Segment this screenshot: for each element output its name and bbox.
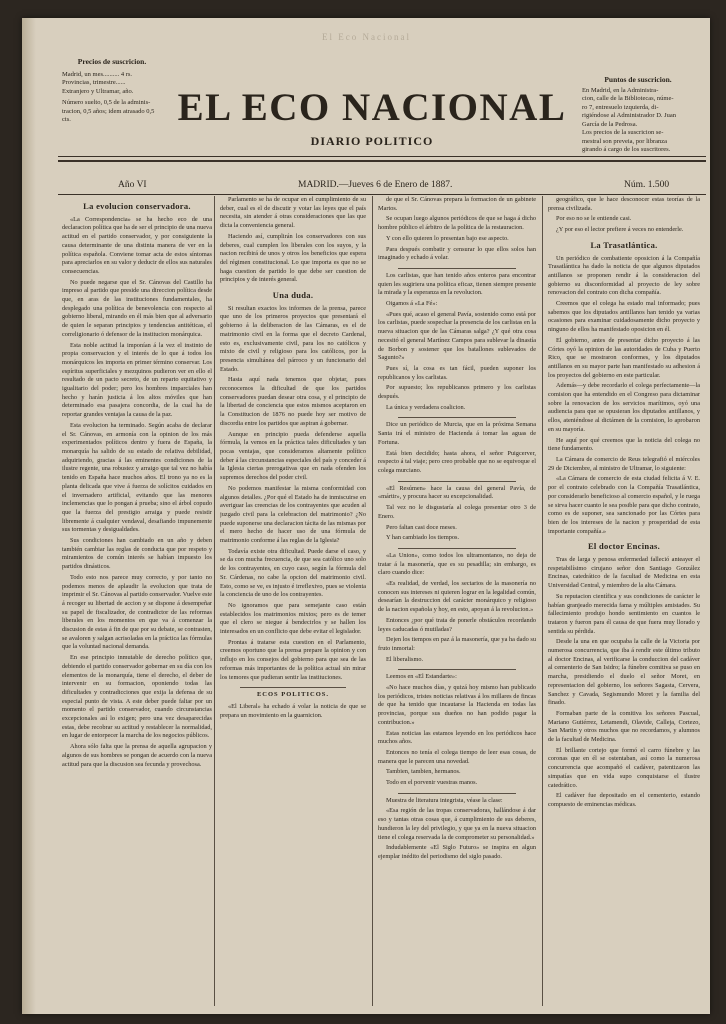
- article-paragraph: Dice un periódico de Murcia, que en la próxima Semana Santa irá el ministro de Hacienda á tomar las aguas de Fortuna.: [378, 421, 536, 446]
- article-paragraph: Dejen los tiempos en paz á la masonería, que ya ha dado su fruto inmortal:: [378, 636, 536, 652]
- article-paragraph: Muestra de literatura integrista, véase la clase:: [386, 796, 503, 804]
- article-paragraph: Por eso no se le entiende casi.: [556, 215, 632, 223]
- article-paragraph: Desde la una en que ocupaba la calle de la Victoria por numerosa concurrencia, que iba á rendir este último tributo al doctor Encinas, al verificarse la conduccion del cadáver al cementerio de San Isidro; la fúnebre comitiva se puso en marcha, presidiendo el duelo el señor Moret, en representacion del gobierno, los señores Sagasta, Cervera, Sanchez y Cavada, Segismundo Moret y la familia del finado.: [548, 638, 700, 707]
- column-divider: [372, 196, 373, 1006]
- article-heading: La Trasatlántica.: [590, 239, 658, 250]
- points-line: En Madrid, en la Administra-: [582, 86, 659, 94]
- points-line: mestral son preveia, por libranza: [582, 137, 668, 145]
- article-paragraph: Formaban parte de la comitiva los señores Pascual, Mariano Gutiérrez, Letamendi, Olavide, Calleja, Cortezo, San Martin y otros muchos que no recordamos, y alumnos de la facultad de Medicina.: [548, 709, 700, 744]
- points-line: cion, calle de la Bibliotecas, núme-: [582, 95, 674, 102]
- points-line: rigiéndose al Administrador D. Juan: [582, 112, 677, 119]
- article-paragraph: Haciendo así, cumplirán los conservadores con sus deberes, cual cumplen los liberales con los suyos, y la nacion recibirá de unos y otros los beneficios que espera del régimen constitucional. Lo que importa es que no se haga cuestion de partido lo que debe ser cuestion de principios y de interés general.: [220, 232, 366, 284]
- article-paragraph: «La Cámara de comercio de esta ciudad felicita á V. E. por el contrato celebrado con la Compañía Trasatlántica, por considerarlo beneficioso al comercio español, y le ruega se sirva hacer cuanto le sea posible para que dicho contrato, como es de suponer, sea sancionado por las Córtes para bien de los intereses de la nacion y prosperidad de esta importante compañía.»: [548, 475, 700, 535]
- price-line: Extranjero y Ultramar, año.: [62, 87, 134, 95]
- item-rule: [398, 481, 516, 482]
- article-heading: La evolucion conservadora.: [83, 201, 191, 211]
- points-line: ro 7, entresuelo izquierda, di-: [582, 103, 659, 111]
- column-divider: [542, 196, 543, 1006]
- article-heading: El doctor Encinas.: [587, 541, 661, 552]
- article-paragraph: Su reputacion científica y sus condiciones de carácter le habían granjeado merecida fama y múltiples amistades. Su fallecimiento produjo hondo sentimiento en cuantos le trataron y fueron para él causa de que fuera muy llorado y sentida su pérdida.: [548, 592, 700, 635]
- masthead-title: EL ECO NACIONAL: [177, 86, 567, 129]
- article-paragraph: Y con ello quieren lo presentan bajo ese aspecto.: [386, 234, 509, 242]
- article-paragraph: «Pues qué, acaso el general Pavía, sostenido como está por los carlistas, puede sospechar la presencia de los carlistas en la nueva situacion que de las Cámaras salga? ¿Y qué otra cosa necesitó el general Martínez Campos para sublevar la dinastía de Borbon y sostener que los batallones sublevados de Sagunto?»: [378, 310, 536, 362]
- article-paragraph: Para después combatir y censurar lo que ellos solos han imaginado y echado á volar.: [378, 245, 536, 262]
- article-paragraph: Entonces no tenía el colega tiempo de leer esas cosas, de manera que le parecen una novedad.: [378, 748, 536, 765]
- article-paragraph: Si resultan exactos los informes de la prensa, parece que uno de los primeros proyectos que presentará el gobierno á la deliberacion de las Cámaras, es el de matrimonio civil en la forma que el decreto Cardenal, esto es, exclusivamente civil, para los no católicos y mixto de civil y religioso para los católicos, por la presencia simultánea del párroco y un funcionario del Estado.: [220, 304, 366, 373]
- column-4: [548, 196, 700, 1008]
- masthead-subtitle: DIARIO POLITICO: [310, 134, 434, 148]
- article-paragraph: El gobierno, antes de presentar dicho proyecto á las Córtes oyó la opinion de las autoridades de Cuba y Puerto Rico, que se mostraron conformes, y los diputados antillanos en su mayor parte han manifestado su adhesion á los proyectos del gobierno en este particular.: [548, 336, 700, 379]
- subscription-points: [582, 76, 694, 155]
- points-title: Puntos de suscricion.: [604, 75, 672, 84]
- price-line: Provincias, trimestre......: [62, 79, 126, 86]
- dateline: [58, 178, 706, 192]
- article-paragraph: «La Correspondencia» se ha hecho eco de una declaracion política que ha de ser el principio de una nueva actitud en el partido conservador, y por consiguiente la causa determinante de una distinta manera de ver en la política española. Conviene tomar acta de estos síntomas para apreciarlos en su valor y deducir de ellos sus naturales consecuencias.: [62, 215, 212, 275]
- article-paragraph: Tal vez no le disgustaría al colega presentar otro 3 de Enero.: [378, 504, 536, 520]
- article-paragraph: de que el Sr. Cánovas prepara la formacion de un gabinete Martos.: [378, 196, 536, 212]
- article-paragraph: Esta noble actitud la imponían á la vez el instinto de propia conservacion y el interés de lo que á todos los monárquicos les importa en primer término conservar. Los espíritus superficiales y mezquinos pudieron ver en ello el resultado de un pacto secreto, de un reparto equitativo y igualitario del poder; pero los hombres imparciales han hecho y harán justicia á los altos móviles que han determinado esa pasajera concordia, de la cual ha de reportar grandes ventajas la causa de la paz.: [62, 341, 212, 419]
- item-rule: [398, 669, 516, 670]
- article-paragraph: Todo esto nos parece muy correcto, y por tanto no podemos menos de aplaudir la evolucion que trata de imprimir el Sr. Cánovas al partido conservador. Vuelve este á recoger su libertad de accion y se dispone á desempeñar su papel de fiscalizador, de contradictor de las reformas liberales en los momentos en que va á comenzar la discusion de estas á fin de que por su debate, se contrasten, se avaloren y salgan acrisoladas en la práctica las fórmulas que la voluntad nacional demanda.: [62, 573, 212, 651]
- article-paragraph: No puede negarse que el Sr. Cánovas del Castillo ha impreso al partido que preside una direccion política desde que, en aras de las instituciones fundamentales, ha desplegado una política de benevolencia con respecto al gobierno liberal, mirando en él más bien que al adversario de quien le separan principios y tendencias antitéticas, el correligionario ó defensor de la institucion monárquica.: [62, 278, 212, 338]
- points-line: girando á cargo de los suscritores.: [582, 146, 671, 153]
- date-label: MADRID.—Jueves 6 de Enero de 1887.: [298, 180, 453, 190]
- price-line: tracion, 0,5 años; idem atrasado 0,5 cts.: [62, 107, 155, 123]
- article-paragraph: Estas noticias las estamos leyendo en los periódicos hace muchos años.: [378, 729, 536, 746]
- price-line: Madrid, un mes.......... 4 rs.: [62, 70, 133, 78]
- article-paragraph: Y han cambiado los tiempos.: [386, 534, 460, 542]
- article-paragraph: «No hace muchos días, y quizá hoy mismo han publicado los periódicos, tristes noticias relativas á los millares de fincas de que ha tenido que incautarse la Hacienda en todas las provincias, porque sus dueños no han podido pagar la contribucion.»: [378, 684, 536, 726]
- article-paragraph: La Cámara de comercio de Reus telegrafió el miércoles 29 de Diciembre, al ministro de Ultramar, lo siguiente:: [548, 455, 700, 472]
- article-paragraph: Pero faltan casi doce meses.: [386, 523, 457, 531]
- item-rule: [398, 417, 516, 418]
- article-paragraph: «Esa región de las tropas conservadoras, hallándose á dar eso y tantas otras cosas que, á cumplimiento de sus deberes, hundieron la ley del privilegio, y que ya en la nueva situacion tiene el colega reservada la de comprometer su personalidad.»: [378, 807, 536, 841]
- article-paragraph: Todo en el porvenir vuestras manos.: [386, 779, 478, 787]
- article-paragraph: «La Union», como todos los ultramontanos, no deja de tratar á la masonería, que es su pesadilla; sin embargo, es claro cuando dice:: [378, 551, 536, 577]
- article-paragraph: Esta evolucion ha terminado. Según acaba de declarar el Sr. Cánovas, en armonía con la opinion de los más experimentados políticos dentro y fuera de España, la monarquía ha salido de su estado de relativa debilidad, adquiriendo, gracias á las eminentes condiciones de la ilustre regente, una robustez y arraigo que tal vez no había tenido en España hace muchos años. El trono ya no es la planta delicada que vive á fuerza de solícitos cuidados en el invernadero artificial, evitando que las menores inclemencias que lo pongan á prueba; sino el árbol copudo que la fuerza del prestigio arraiga y puede resistir libremente á cualquier vendaval, desafiando impunemente sus tormentas y desigualdades.: [62, 421, 212, 534]
- article-paragraph: El brillante cortejo que formó el carro fúnebre y las coronas que en él se ostentaban, así como la numerosa concurrencia que acompañó el cadáver, patentizaron las simpatías que en vida supo conquistarse el ilustre catedrático.: [548, 746, 700, 789]
- article-paragraph: Pues sí, la cosa es tan fácil, pueden suponer los republicanos y los carlistas.: [378, 364, 536, 381]
- article-paragraph: Leemos en «El Estandarte»:: [386, 673, 457, 681]
- article-paragraph: Los carlistas, que han tenido años enteros para encontrar quien les sugiriera una política eficaz, tienen siempre presente la mirada y la esperanza en la revolucion.: [378, 271, 536, 297]
- article-paragraph: Está bien decidido; hasta ahora, el señor Puigcerver, respecto á tal viaje; pero creo probable que no se equivoque el colega murciano.: [378, 449, 536, 474]
- article-paragraph: geográfico, que le hace desconocer estas teorías de la prensa civilizada.: [548, 196, 700, 212]
- article-paragraph: Aunque en principio pueda defenderse aquella fórmula, la vemos en la práctica tales dificultades y tan pocas ventajas, que consideramos altamente político deber á las circunstancias especiales del país y conceder á la Iglesia ciertas prerogativas que en nada ofenden los supremos derechos del poder civil.: [220, 430, 366, 482]
- issue-number: Núm. 1.500: [624, 180, 670, 190]
- article-paragraph: Por supuesto; los republicanos primero y los carlistas después.: [378, 384, 536, 401]
- article-paragraph: El liberalismo.: [386, 655, 424, 663]
- article-paragraph: Todavía existe otra dificultad. Puede darse el caso, y se da con mucha frecuencia, de que sea católico uno solo de los contrayentes, en cuyo caso, según la fórmula del Sr. Cárdenas, no cabe la opcion del matrimonio civil. Esto, como se ve, es injusto é irreflexivo, pues se violenta la conciencia de uno de los contrayentes.: [220, 547, 366, 599]
- article-paragraph: Ahora sólo falta que la prensa de aquella agrupacion y algunos de sus hombres se pongan de acuerdo con la nueva actitud para que la discusion sea fecunda y provechosa.: [62, 743, 212, 768]
- page-gutter: [22, 18, 36, 1014]
- column-1: [62, 196, 212, 1008]
- article-paragraph: He aquí por qué creemos que la noticia del colega no tiene fundamento.: [548, 436, 700, 453]
- item-rule: [398, 548, 516, 549]
- article-paragraph: El cadáver fue depositado en el cementerio, estando compuesto de eminencias médicas.: [548, 792, 700, 808]
- article-paragraph: Además—y debe recordarlo el colega perfectamente—la comision que ha entendido en el Congreso para dictaminar sobre la renovacion de los servicios marítimos, oyó una audiencia para que se opusieran los diputados antillanos, y ellos, ateniéndose al dictámen de la comision, lo aprobaron en su mayoría.: [548, 382, 700, 433]
- item-rule: [398, 793, 516, 794]
- article-paragraph: La única y verdadera coalicion.: [386, 403, 466, 411]
- price-line: Número suelto, 0,5 de la adminis-: [62, 99, 151, 106]
- article-paragraph: «Es realidad, de verdad, los sectarios de la masonería no conocen sus intereses ni quieren lograr en la legalidad común, desearían la destruccion del carácter monárquico y religioso de la nacion española y hoy, en esto, apoyan á la revolucion.»: [378, 580, 536, 614]
- article-paragraph: Entonces ¿por qué trata de ponerle obstáculos recordando leyes caducadas ó mutiladas?: [378, 616, 536, 633]
- article-paragraph: Prontas á tratarse esta cuestion en el Parlamento, creemos oportuno que la prensa prepare la opinion y con influjo en los consejos del gobierno para que sea de las reformas más importantes de la política actual sin mirar los temores que pudieran sentir las instituciones.: [220, 638, 366, 681]
- article-paragraph: Se ocupan luego algunos periódicos de que se haga á dicho hombre público el árbitro de la política de la restauracion.: [378, 215, 536, 232]
- prices-title: Precios de suscricion.: [77, 57, 147, 66]
- bleed-through-title: El Eco Nacional: [322, 32, 411, 42]
- article-paragraph: No ignoramos que para semejante caso están establecidos los matrimonios mixtos; pero es de temer que el clero se niegue á bendecirlos y se hallen los interesados en un conflicto que debe evitar el legislador.: [220, 601, 366, 636]
- column-divider: [214, 196, 215, 1006]
- subscription-prices: [62, 58, 162, 125]
- article-heading: Una duda.: [272, 290, 314, 301]
- section-rule: [240, 687, 346, 688]
- article-paragraph: Creemos que el colega ha estado mal informado; pues sabemos que los diputados antillanos han tenido ya varias ocasiones para examinar cuidadosamente dicho proyecto y ninguno de ellos ha manifestado oposicion en él.: [548, 300, 700, 334]
- section-heading: ECOS POLITICOS.: [256, 691, 330, 699]
- dateline-rule: [58, 194, 706, 195]
- article-paragraph: Tras de larga y penosa enfermedad falleció anteayer el respetabilísimo cirujano señor don Santiago González Encinas, catedrático de la facultad de Medicina en esta Universidad Central, y miembro de la alta Cámara.: [548, 556, 700, 590]
- article-paragraph: Oigamos á «La Fé»:: [386, 300, 438, 308]
- item-rule: [398, 268, 516, 269]
- points-line: Los precios de la suscricion se-: [582, 129, 664, 136]
- article-paragraph: No podemos manifestar la misma conformidad con algunos detalles. ¿Por qué el Estado ha de inmiscuirse en averiguar las creencias de los contrayentes que acuden al juzgado civil para la celebracion del matrimonio? ¿No puede suponerse una declaracion tácita de las mismas por el mero hecho de hacer uso de una fórmula de matrimonio conforme á las reglas de la Iglesia?: [220, 484, 366, 545]
- newspaper-page: [22, 18, 710, 1014]
- article-paragraph: «El Resúmen» hace la causa del general Pavía, de «mártir», y procura hacer su excepcionalidad.: [378, 484, 536, 501]
- year-label: Año VI: [118, 180, 147, 190]
- article-paragraph: Tambien, tambien, hermanos.: [386, 768, 461, 776]
- article-paragraph: Un periódico de combatiente oposicion á la Compañía Trasatlántica ha dado la noticia de que algunos diputados antillanos se proponen rendir á la consideracion del gobierno su disconformidad al proyecto de ley sobre renovacion del contrato con dicha compañía.: [548, 254, 700, 297]
- column-2: [220, 196, 366, 1008]
- article-paragraph: ¿Y por eso el lector prefiere á veces no entenderle.: [556, 226, 684, 234]
- masthead-rule-thick: [58, 160, 706, 162]
- points-line: García de la Pedrosa.: [582, 120, 638, 128]
- article-paragraph: Parlamento se ha de ocupar en el cumplimiento de su deber, cual es el de discutir y votar las leyes que el país necesita, sin atender á otras consideraciones que las que dicta la conveniencia general.: [220, 196, 366, 230]
- article-paragraph: En ese principio inmutable de derecho político que, debiendo el partido conservador gobernar en su día con los elementos de la monarquía, tiene el derecho, el deber de intervenir en su formacion, oponiendo todas las dificultades y contradicciones que exija la defensa de su especial punto de vista. A este deber puede faltar por un momento el partido conservador, cuando circunstancias excepcionales así lo exigen; pero una vez desaparecidas estas, debe recobrar su actitud y restablecer la normalidad, en lugar de entorpecer la marcha de los negocios públicos.: [62, 654, 212, 740]
- column-3: [378, 196, 536, 1008]
- article-paragraph: «El Liberal» ha echado á volar la noticia de que se prepara un movimiento en la guarnicion.: [220, 702, 366, 719]
- masthead-rule-thin: [58, 156, 706, 157]
- article-paragraph: Sus condiciones han cambiado en un año y deben también cambiar las reglas de conducta que por respeto y miramientos de común interés se habían impuesto los partidos dinásticos.: [62, 537, 212, 571]
- article-paragraph: Hasta aquí nada tenemos que objetar, pues reconocemos la dificultad de que los partidos conservadores puedan desear otra cosa, y el principio de la libertad de conciencia que estos mismos aceptaron en la Constitucion de 1876 no puede hoy ser motivo de discordia entre los partidos que aspiran á gobernar.: [220, 376, 366, 427]
- article-paragraph: Indudablemente «El Siglo Futuro» se inspira en algun ejemplar inédito del periodismo del siglo pasado.: [378, 844, 536, 860]
